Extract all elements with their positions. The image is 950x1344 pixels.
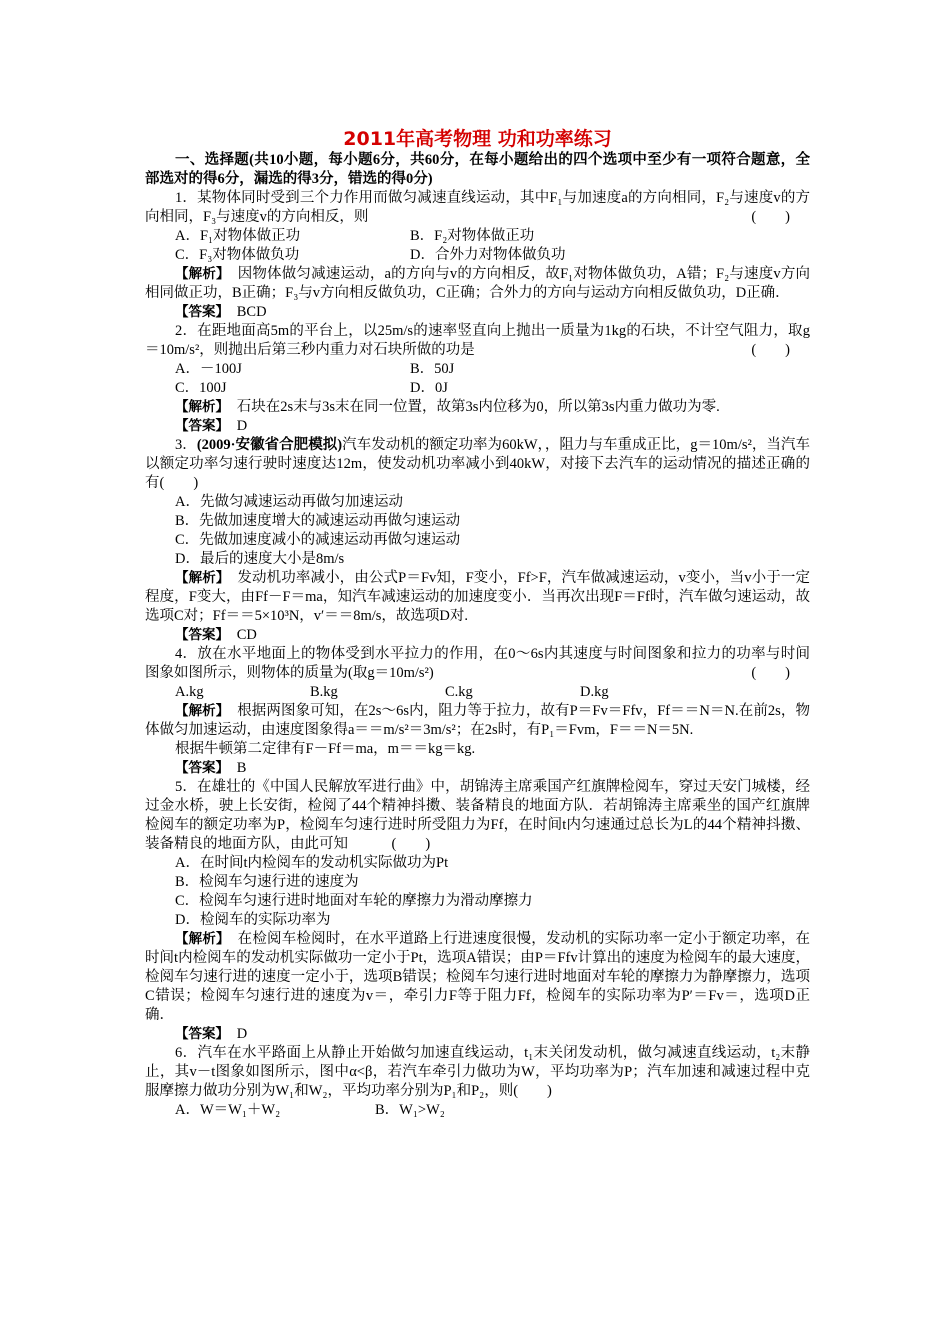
q4-analysis-label: 【解析】 — [175, 703, 223, 719]
q1-answer-text: BCD — [236, 304, 267, 320]
q1-option-d: D．合外力对物体做负功 — [410, 247, 566, 263]
q3-option-c: C．先做加速度减小的减速运动再做匀速运动 — [175, 532, 461, 548]
q2-options-row2 — [145, 379, 810, 398]
q1-analysis — [145, 265, 810, 303]
q6-options-row — [145, 1101, 810, 1120]
q3-answer — [145, 626, 810, 645]
q1-stem — [145, 189, 810, 227]
q4-answer — [145, 759, 810, 778]
q1-answer — [145, 303, 810, 322]
q3-source: (2009·安徽省合肥模拟) — [196, 437, 343, 453]
q1-option-c: C．F₃对物体做负功 — [175, 247, 300, 263]
q3-stem — [145, 436, 810, 493]
q5-analysis-text: 在检阅车检阅时，在水平道路上行进速度很慢，发动机的实际功率一定小于额定功率，在时间t内检阅车的发动机实际做功一定小于Pt，选项A错误；由P＝Ffv计算出的速度为检阅车的最大速度，检阅车匀速行进的速度一定小于，选项B错误；检阅车匀速行进时地面对车轮的摩擦力为静摩擦力，选项C错误；检阅车匀速行进的速度为v＝，牵引力F等于阻力Ff，检阅车的实际功率为P′＝Fv＝，选项D正确． — [145, 931, 811, 1023]
q2-analysis — [145, 398, 810, 417]
q2-option-c: C．100J — [175, 380, 227, 396]
q3-answer-label: 【答案】 — [175, 627, 223, 643]
q2-option-a: A．－100J — [175, 361, 242, 377]
q3-option-d: D．最后的速度大小是8m/s — [175, 551, 345, 567]
q5-option-b: B．检阅车匀速行进的速度为 — [175, 874, 359, 890]
q4-answer-text: B — [236, 760, 247, 776]
q1-option-b: B．F₂对物体做正功 — [410, 228, 535, 244]
page-title: 2011年高考物理 功和功率练习 — [343, 128, 612, 150]
q1-stem-text: 1．某物体同时受到三个力作用而做匀减速直线运动，其中F₁与加速度a的方向相同，F₂与速度v的方向相同，F₃与速度v的方向相反，则 — [145, 190, 810, 225]
q2-stem — [145, 322, 810, 360]
q3-stem-text: 汽车发动机的额定功率为60kW，，阻力与车重成正比，g＝10m/s²，当汽车以额定功率匀速行驶时速度达12m，使发动机功率减小到40kW，对接下去汽车的运动情况的描述正确的有( ) — [145, 437, 810, 491]
q5-answer-label: 【答案】 — [175, 1026, 223, 1042]
q5-analysis-label: 【解析】 — [175, 931, 223, 947]
q5-stem: 5．在雄壮的《中国人民解放军进行曲》中，胡锦涛主席乘国产红旗牌检阅车，穿过天安门城楼，经过金水桥，驶上长安街，检阅了44个精神抖擞、装备精良的地面方队．若胡锦涛主席乘坐的国产红旗牌检阅车的额定功率为P，检阅车匀速行进时所受阻力为Ff，在时间t内匀速通过总长为L的44个精神抖擞、装备精良的地面方队，由此可知 ( ) — [145, 779, 810, 852]
q4-stem — [145, 645, 810, 683]
q2-options-row1 — [145, 360, 810, 379]
q5-option-c: C．检阅车匀速行进时地面对车轮的摩擦力为滑动摩擦力 — [175, 893, 533, 909]
q1-analysis-text: 因物体做匀减速运动，a的方向与v的方向相反，故F₁对物体做负功，A错；F₂与速度v方向相同做正功，B正确；F₃与v方向相反做负功，C正确；合外力的方向与运动方向相反做负功，D正确． — [145, 266, 811, 301]
q2-bracket: ( ) — [751, 342, 790, 358]
q4-stem-text: 4．放在水平地面上的物体受到水平拉力的作用，在0～6s内其速度与时间图象和拉力的功率与时间图象如图所示，则物体的质量为(取g＝10m/s²) — [145, 646, 810, 681]
q4-option-b: B.kg — [310, 684, 338, 700]
q1-option-a: A．F₁对物体做正功 — [175, 228, 301, 244]
section-heading: 一、选择题(共10小题，每小题6分，共60分，在每小题给出的四个选项中至少有一项符合题意，全部选对的得6分，漏选的得3分，错选的得0分) — [145, 152, 810, 187]
q1-options-row1 — [145, 227, 810, 246]
q4-option-a: A.kg — [175, 684, 204, 700]
q2-answer-label: 【答案】 — [175, 418, 223, 434]
q3-analysis-label: 【解析】 — [175, 570, 223, 586]
q6-stem: 6．汽车在水平路面上从静止开始做匀加速直线运动，t₁末关闭发动机，做匀减速直线运动，t₂末静止，其v－t图象如图所示，图中α<β，若汽车牵引力做功为W，平均功率为P；汽车加速和减速过程中克服摩擦力做功分别为W₁和W₂，平均功率分别为P₁和P₂，则( ) — [145, 1045, 810, 1099]
q3-analysis-text: 发动机功率减小，由公式P＝Fv知，F变小，Ff>F，汽车做减速运动，v变小，当v小于一定程度，F变大，由Ff－F＝ma，知汽车减速运动的加速度变小．当再次出现F＝Ff时，汽车做匀速运动，故选项C对；Ff＝＝5×10³N，v′＝＝8m/s，故选项D对. — [145, 570, 811, 624]
q1-bracket: ( ) — [751, 209, 790, 225]
q3-option-a: A．先做匀减速运动再做匀加速运动 — [175, 494, 403, 510]
q5-answer — [145, 1025, 810, 1044]
q4-analysis-text: 根据两图象可知，在2s～6s内，阻力等于拉力，故有P＝Fv＝Ffv，Ff＝＝N＝N.在前2s，物体做匀加速运动，由速度图象得a＝＝m/s²＝3m/s²；在2s时，有P₁＝Fvm，F＝＝N＝5N. — [145, 703, 810, 738]
q2-stem-text: 2．在距地面高5m的平台上，以25m/s的速率竖直向上抛出一质量为1kg的石块，不计空气阻力，取g＝10m/s²，则抛出后第三秒内重力对石块所做的功是 — [145, 323, 810, 358]
q3-num: 3． — [175, 437, 197, 453]
q2-answer — [145, 417, 810, 436]
q4-answer-label: 【答案】 — [175, 760, 223, 776]
q2-option-d: D．0J — [410, 380, 448, 396]
q4-option-d: D.kg — [580, 684, 609, 700]
q4-option-c: C.kg — [445, 684, 473, 700]
q2-analysis-label: 【解析】 — [175, 399, 223, 415]
q3-answer-text: CD — [236, 627, 257, 643]
q6-option-b: B．W₁>W₂ — [375, 1102, 445, 1118]
q5-option-a: A．在时间t内检阅车的发动机实际做功为Pt — [175, 855, 449, 871]
q4-options-row — [145, 683, 810, 702]
q1-analysis-label: 【解析】 — [175, 266, 223, 282]
q3-analysis — [145, 569, 810, 626]
q1-options-row2 — [145, 246, 810, 265]
q4-analysis-cont: 根据牛顿第二定律有F－Ff＝ma，m＝＝kg＝kg. — [175, 741, 476, 757]
q4-analysis — [145, 702, 810, 740]
q4-bracket: ( ) — [751, 665, 790, 681]
q5-answer-text: D — [236, 1026, 248, 1042]
document-page — [145, 128, 810, 1120]
q1-answer-label: 【答案】 — [175, 304, 223, 320]
q2-analysis-text: 石块在2s末与3s末在同一位置，故第3s内位移为0，所以第3s内重力做功为零. — [236, 399, 720, 415]
q5-option-d: D．检阅车的实际功率为 — [175, 912, 331, 928]
q5-analysis — [145, 930, 810, 1025]
q6-option-a: A．W＝W₁＋W₂ — [175, 1102, 281, 1118]
q2-answer-text: D — [236, 418, 248, 434]
q3-option-b: B．先做加速度增大的减速运动再做匀速运动 — [175, 513, 461, 529]
q2-option-b: B．50J — [410, 361, 455, 377]
